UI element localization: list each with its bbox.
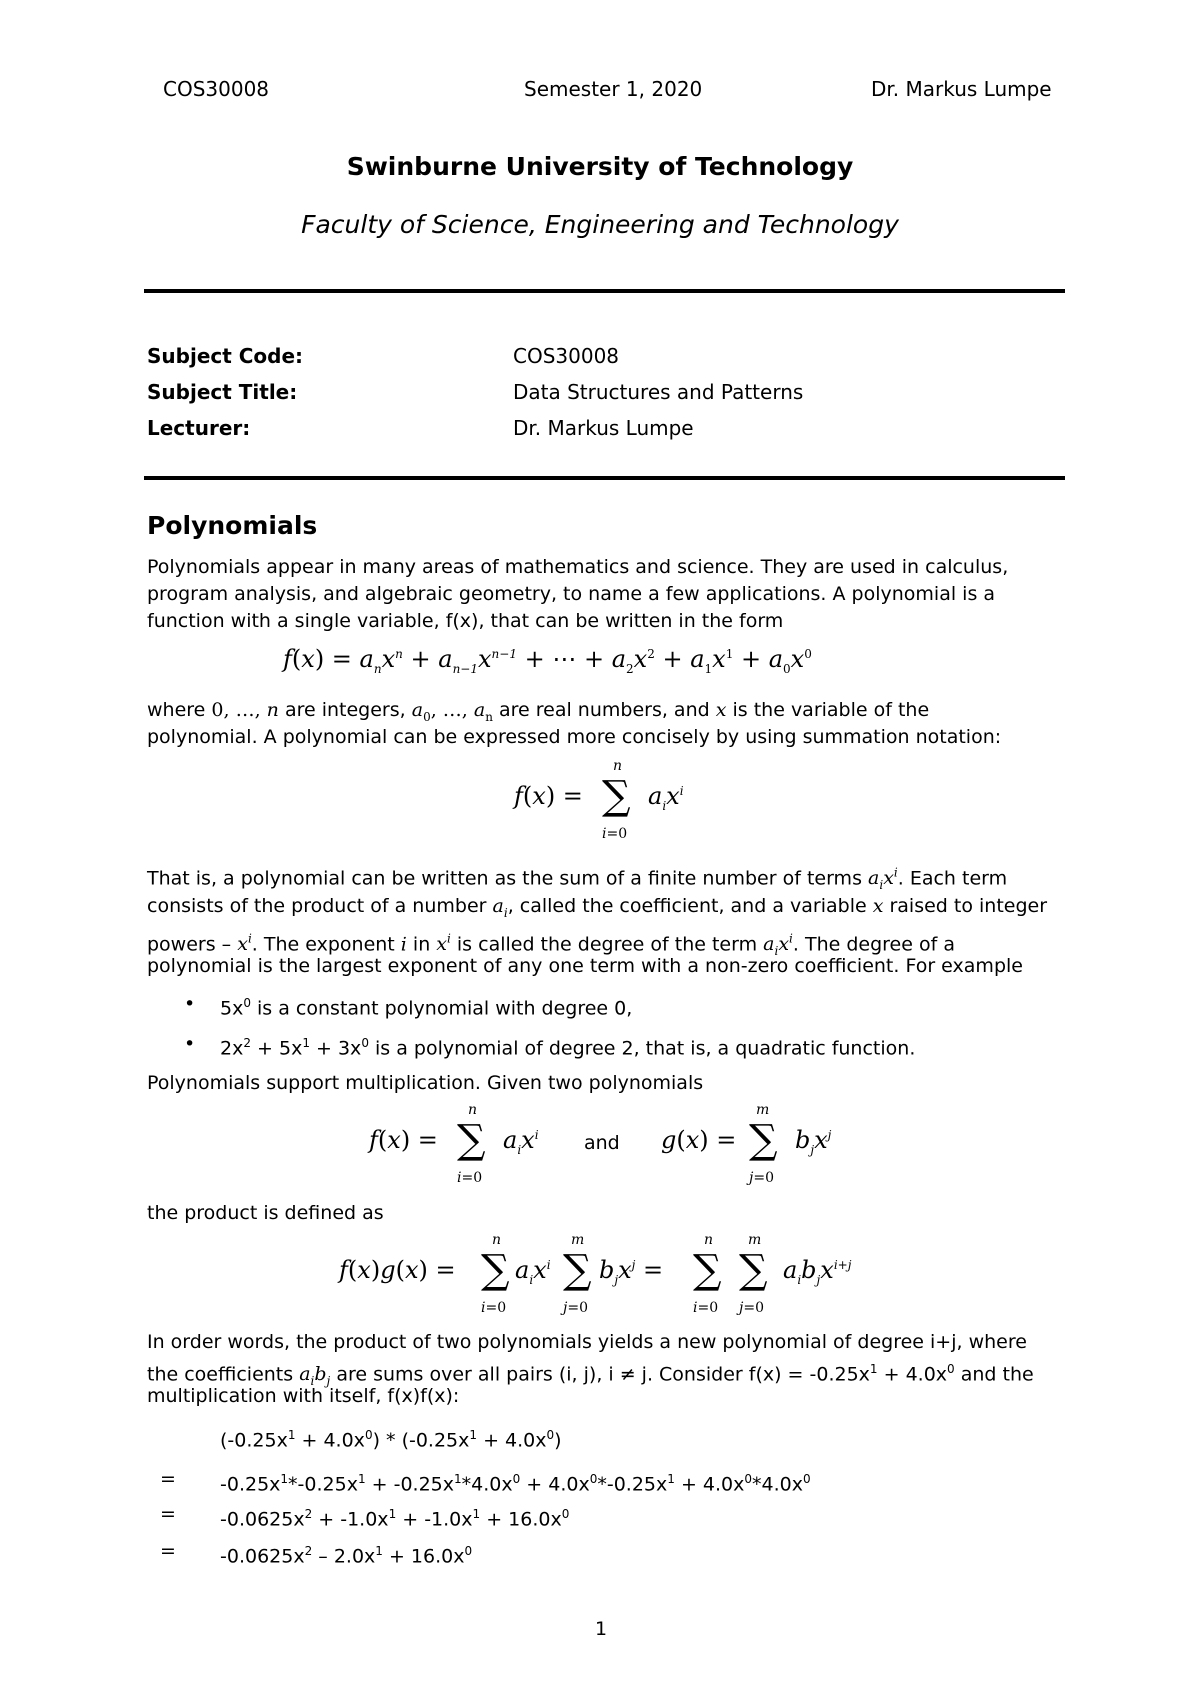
terms-line-1: That is, a polynomial can be written as the sum of a finite number of terms $a_ix^i$. Each term [147,866,1008,893]
lecturer-label: Lecturer: [147,416,251,440]
equals-3: = [160,1540,176,1562]
subject-title-value: Data Structures and Patterns [513,380,804,404]
intro-line-1: Polynomials appear in many areas of mathematics and science. They are used in calculus, [147,556,1009,578]
polynomial-general-formula: $f(x) = a_nx^n + a_{n-1}x^{n-1}$ + ⋯ + $a_2x^2 + a_1x^1 + a_0x^0$ [283,645,812,676]
order-line-1: In order words, the product of two polynomials yields a new polynomial of degree i+j, where [147,1331,1027,1353]
polynomial-f-sum: f(x) = n ∑ i=0 $a_ix^i$ [369,1102,539,1186]
order-line-2: the coefficients $a_ib_j$ are sums over all pairs (i, j), i ≠ j. Consider $f(x) = -0.25x^1 + 4.0x^0$ and the [147,1362,1034,1389]
bottom-divider [144,476,1065,480]
where-line-1: where 0, …, n are integers, $a_0$, …, $a_n$ are real numbers, and x is the variable of the [147,699,930,724]
bullet-item-2: $2x^2 + 5x^1 + 3x^0$ is a polynomial of degree 2, that is, a quadratic function. [220,1036,916,1060]
multiplication-intro: Polynomials support multiplication. Given two polynomials [147,1072,704,1094]
header-course-code: COS30008 [163,77,270,101]
terms-line-4: polynomial is the largest exponent of any one term with a non-zero coefficient. For example [147,955,1023,977]
subject-code-label: Subject Code: [147,344,304,368]
calc-step-1: $-0.25x^1*-0.25x^1 + -0.25x^1*4.0x^0 + 4.0x^0*-0.25x^1 + 4.0x^0*4.0x^0$ [220,1472,811,1496]
section-heading: Polynomials [147,511,318,540]
calc-step-2: $-0.0625x^2 + -1.0x^1 + -1.0x^1 + 16.0x^0$ [220,1507,570,1531]
equals-2: = [160,1503,176,1525]
product-formula: f(x)g(x) = n ∑ i=0 $a_ix^i$ m ∑ j=0 $b_jx^j$ = n ∑ i=0 m ∑ j=0 $a_ib_jx^{i+j}$ [339,1232,852,1316]
equals-1: = [160,1468,176,1490]
summation-formula: f(x) = n ∑ i=0 $a_ix^i$ [514,758,684,842]
subject-title-label: Subject Title: [147,380,298,404]
lecturer-value: Dr. Markus Lumpe [513,416,694,440]
university-title: Swinburne University of Technology [346,152,854,181]
bullet-dot-2: • [184,1033,196,1055]
where-line-2: polynomial. A polynomial can be expressed more concisely by using summation notation: [147,726,1002,748]
intro-line-3: function with a single variable, f(x), that can be written in the form [147,610,784,632]
intro-line-2: program analysis, and algebraic geometry, to name a few applications. A polynomial is a [147,583,996,605]
header-semester: Semester 1, 2020 [524,77,703,101]
header-lecturer: Dr. Markus Lumpe [871,77,1052,101]
bullet-dot-1: • [184,993,196,1015]
terms-line-3: powers – $x^i$. The exponent i in $x^i$ is called the degree of the term $a_ix^i$. The degree of a [147,932,955,959]
top-divider [144,289,1065,293]
faculty-subtitle: Faculty of Science, Engineering and Technology [301,210,899,239]
calc-step-3: $-0.0625x^2 - 2.0x^1 + 16.0x^0$ [220,1544,473,1568]
order-line-3: multiplication with itself, f(x)f(x): [147,1385,460,1407]
subject-code-value: COS30008 [513,344,620,368]
and-word: and [584,1132,620,1154]
page-number: 1 [595,1618,608,1640]
terms-line-2: consists of the product of a number $a_i$, called the coefficient, and a variable x raised to integer [147,895,1048,920]
calc-step-0: $(-0.25x^1 + 4.0x^0) * (-0.25x^1 + 4.0x^0)$ [220,1428,562,1452]
polynomial-g-sum: g(x) = m ∑ j=0 $b_jx^j$ [661,1102,832,1186]
product-intro: the product is defined as [147,1202,384,1224]
bullet-item-1: $5x^0$ is a constant polynomial with degree 0, [220,996,633,1020]
